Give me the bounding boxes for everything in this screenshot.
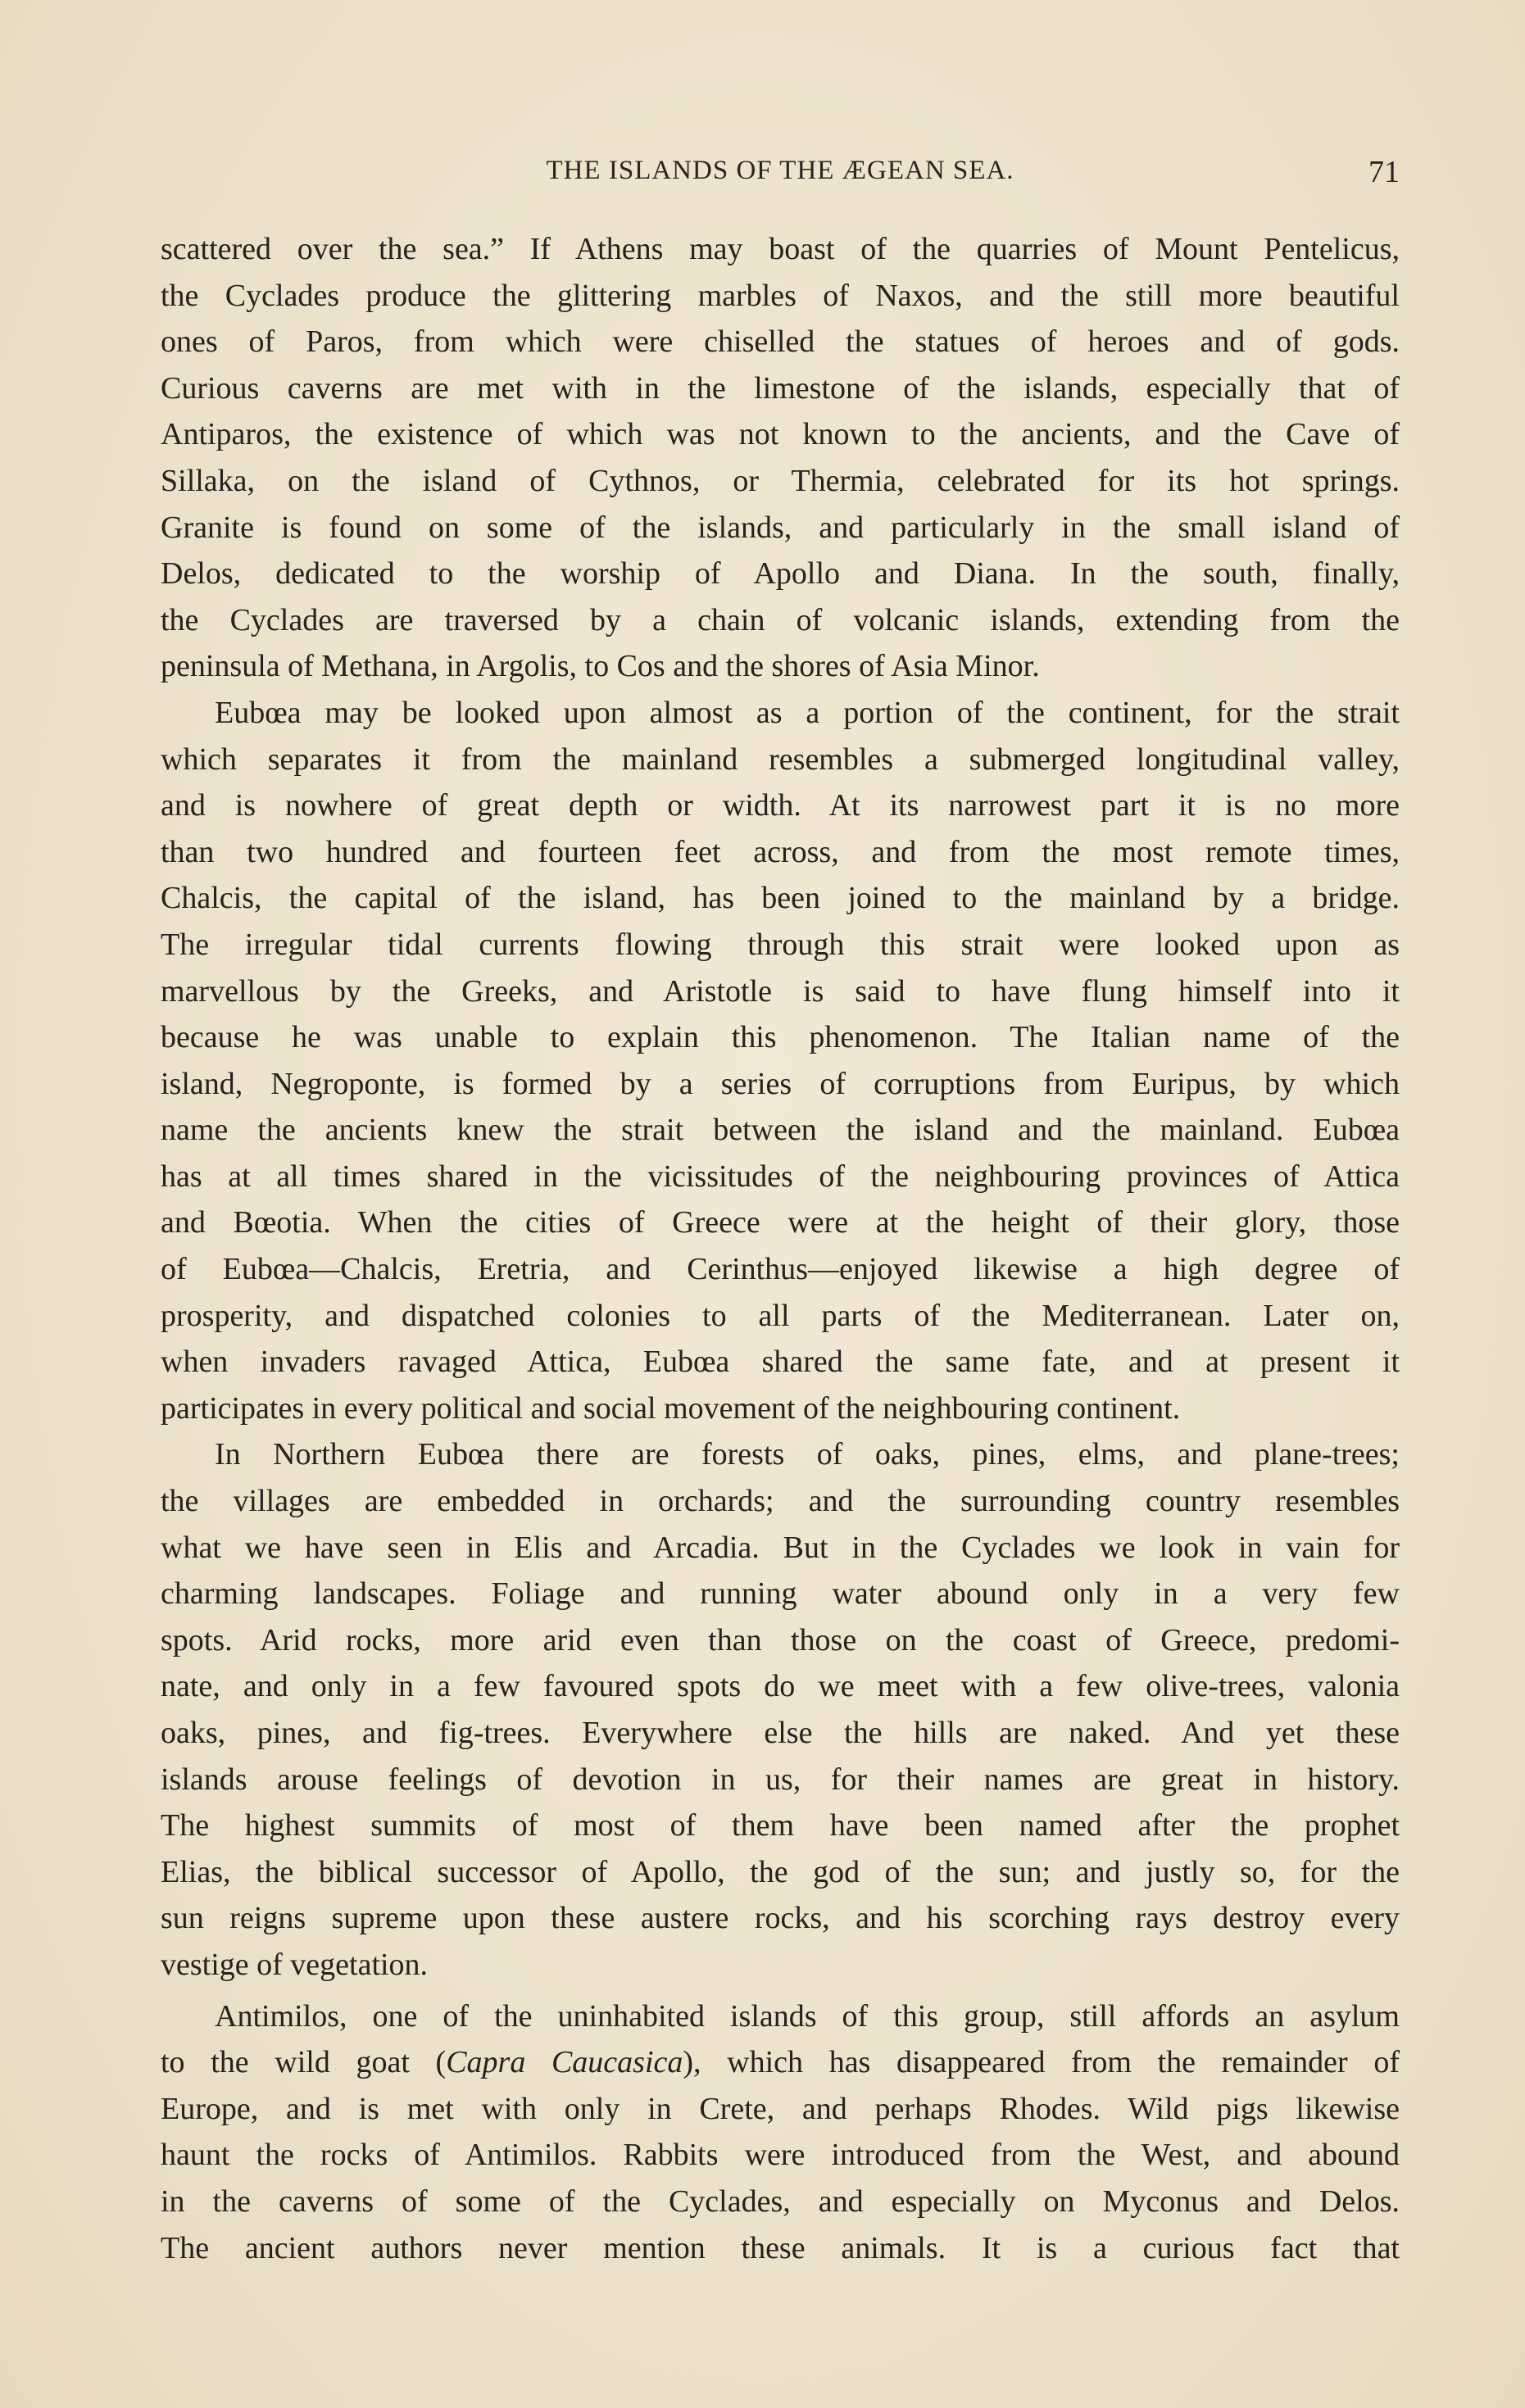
- paragraph-1: [161, 226, 1400, 690]
- text-line: participates in every political and social movement of the neighbouring continent.: [161, 1390, 1181, 1426]
- running-head: THE ISLANDS OF THE ÆGEAN SEA.: [546, 156, 1014, 185]
- text-line: peninsula of Methana, in Argolis, to Cos and the shores of Asia Minor.: [161, 649, 1040, 684]
- page-number: 71: [1368, 155, 1400, 189]
- text-line: Europe, and is met with only in Crete, and perhaps Rhodes. Wild pigs likewise: [161, 2091, 1400, 2126]
- text-line: The ancient authors never mention these animals. It is a curious fact that: [161, 2230, 1400, 2265]
- text-line: Curious caverns are met with in the limestone of the islands, especially that of: [161, 370, 1400, 406]
- text-line: island, Negroponte, is formed by a series of corruptions from Euripus, by which: [161, 1066, 1400, 1101]
- text-line: sun reigns supreme upon these austere rocks, and his scorching rays destroy every: [161, 1901, 1400, 1936]
- text-line: Sillaka, on the island of Cythnos, or Thermia, celebrated for its hot springs.: [161, 463, 1400, 498]
- text-line: Chalcis, the capital of the island, has been joined to the mainland by a bridge.: [161, 881, 1400, 916]
- text-line: In Northern Eubœa there are forests of oaks, pines, elms, and plane-trees;: [215, 1437, 1400, 1472]
- text-line: name the ancients knew the strait between the island and the mainland. Eubœa: [161, 1113, 1400, 1148]
- text-line: scattered over the sea.” If Athens may boast of the quarries of Mount Pentelicus,: [161, 232, 1400, 266]
- text-line: because he was unable to explain this phenomenon. The Italian name of the: [161, 1020, 1400, 1055]
- text-line: Eubœa may be looked upon almost as a portion of the continent, for the strait: [215, 695, 1400, 730]
- text-line: haunt the rocks of Antimilos. Rabbits were introduced from the West, and abound: [161, 2138, 1400, 2173]
- text-line: the Cyclades are traversed by a chain of volcanic islands, extending from the: [161, 602, 1400, 637]
- text-line: islands arouse feelings of devotion in us, for their names are great in history.: [161, 1762, 1400, 1797]
- text-line: the villages are embedded in orchards; and the surrounding country resembles: [161, 1484, 1400, 1519]
- paragraph-4: [161, 1993, 1400, 2272]
- text-line: vestige of vegetation.: [161, 1947, 429, 1982]
- text-line: which separates it from the mainland resembles a submerged longitudinal valley,: [161, 741, 1400, 777]
- text-line: the Cyclades produce the glittering marbles of Naxos, and the still more beautiful: [161, 278, 1400, 313]
- text-line: has at all times shared in the vicissitudes of the neighbouring provinces of Attica: [161, 1159, 1400, 1194]
- text-line: when invaders ravaged Attica, Eubœa shared the same fate, and at present it: [161, 1345, 1400, 1380]
- text-line: and Bœotia. When the cities of Greece were at the height of their glory, those: [161, 1205, 1400, 1240]
- page-header: [161, 156, 1400, 197]
- text-line: Elias, the biblical successor of Apollo, the god of the sun; and justly so, for the: [161, 1854, 1400, 1889]
- text-line: prosperity, and dispatched colonies to all parts of the Mediterranean. Later on,: [161, 1298, 1400, 1333]
- italic-species-name: Capra Caucasica: [446, 2045, 683, 2080]
- text-line: marvellous by the Greeks, and Aristotle is said to have flung himself into it: [161, 973, 1400, 1009]
- text-run: ), which has disappeared from the remainder of: [683, 2045, 1400, 2080]
- text-line: Delos, dedicated to the worship of Apollo and Diana. In the south, finally,: [161, 556, 1400, 592]
- text-line: oaks, pines, and fig-trees. Everywhere else the hills are naked. And yet these: [161, 1716, 1400, 1750]
- text-line: and is nowhere of great depth or width. At its narrowest part it is no more: [161, 788, 1400, 823]
- text-line: Antimilos, one of the uninhabited islands of this group, still affords an asylum: [215, 1998, 1400, 2034]
- text-line: nate, and only in a few favoured spots do we meet with a few olive-trees, valonia: [161, 1669, 1400, 1704]
- text-line: of Eubœa—Chalcis, Eretria, and Cerinthus—enjoyed likewise a high degree of: [161, 1252, 1400, 1287]
- text-line: The irregular tidal currents flowing through this strait were looked upon as: [161, 927, 1400, 962]
- text-line: charming landscapes. Foliage and running water abound only in a very few: [161, 1576, 1400, 1612]
- text-line: [161, 2039, 1400, 2086]
- text-line: spots. Arid rocks, more arid even than those on the coast of Greece, predomi-: [161, 1622, 1400, 1657]
- text-line: than two hundred and fourteen feet across, and from the most remote times,: [161, 834, 1400, 869]
- text-line: Granite is found on some of the islands, and particularly in the small island of: [161, 510, 1400, 545]
- paragraph-2: [161, 690, 1400, 1432]
- text-line: Antiparos, the existence of which was not known to the ancients, and the Cave of: [161, 417, 1400, 452]
- text-line: in the caverns of some of the Cyclades, and especially on Myconus and Delos.: [161, 2184, 1400, 2219]
- paragraph-3: [161, 1431, 1400, 1988]
- body-text: [161, 226, 1400, 2271]
- text-line: The highest summits of most of them have been named after the prophet: [161, 1808, 1400, 1843]
- text-line: what we have seen in Elis and Arcadia. But in the Cyclades we look in vain for: [161, 1530, 1400, 1565]
- text-run: to the wild goat (: [161, 2045, 447, 2080]
- text-line: ones of Paros, from which were chiselled the statues of heroes and of gods.: [161, 324, 1400, 360]
